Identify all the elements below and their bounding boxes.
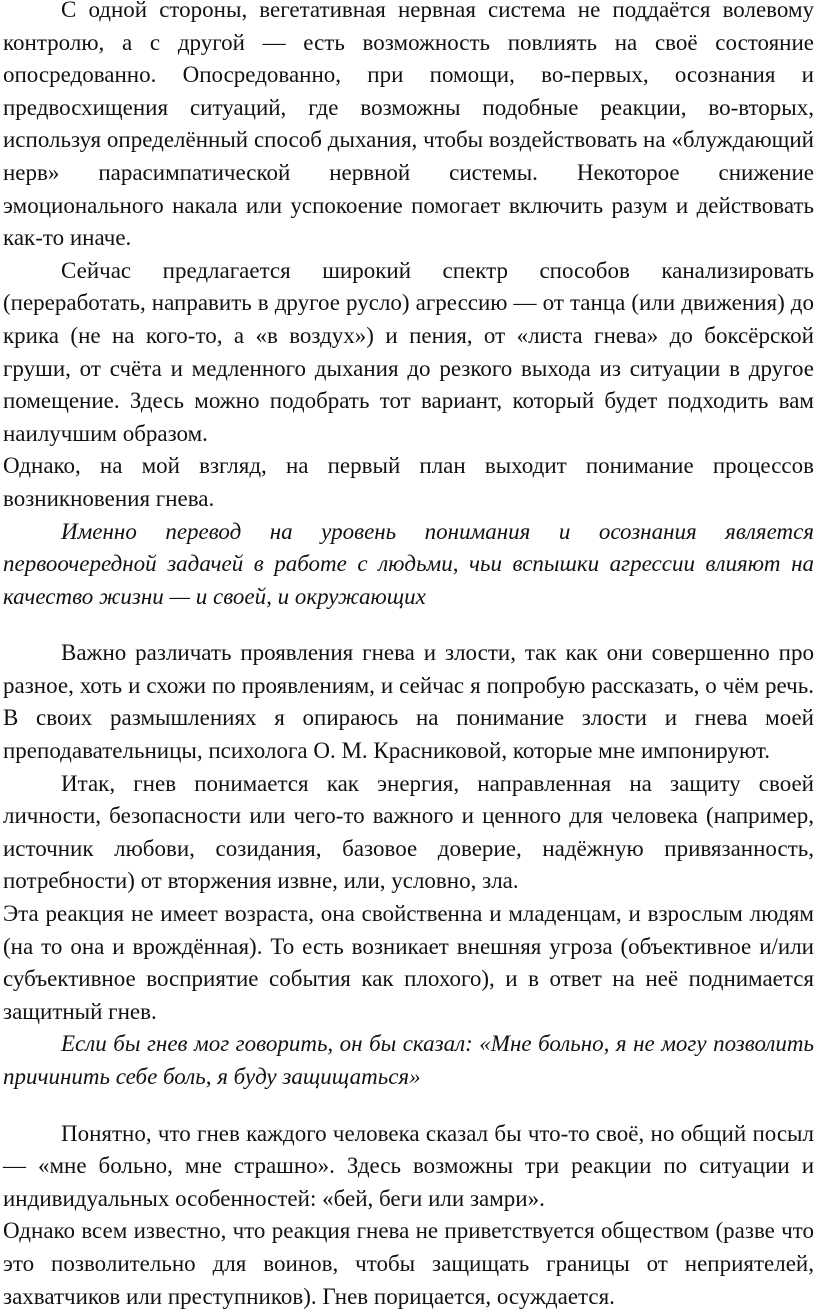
paragraph-three-reactions: Понятно, что гнев каждого человека сказал бы что-то своё, но общий посыл — «мне больно, мне страшно». Здесь возможны три реакции по ситуации и индивидуальных особенностей: «бей, беги или замри».: [3, 1120, 814, 1211]
paragraph-innate-reaction: Эта реакция не имеет возраста, она свойственна и младенцам, и взрослым людям (на то она и врождённая). То есть возникает внешняя угроза (объективное и/или субъективное восприятие события как плохого), и в ответ на неё поднимается защитный гнев.: [3, 901, 814, 1024]
paragraph-vegetative-system: С одной стороны, вегетативная нервная система не поддаётся волевому контролю, а с другой — есть возможность повлиять на своё состояние опосредованно. Опосредованно, при помощи, во-первых, осознания и предвосхищения ситуаций, где возможны подобные реакции, во-вторых, используя определённый способ дыхания, чтобы воздействовать на «блуждающий нерв» парасимпатической нервной системы. Некоторое снижение эмоционального накала или успокоение помогает включить разум и действовать как-то иначе.: [3, 0, 814, 251]
quote-understanding-priority: Именно перевод на уровень понимания и осознания является первоочередной задачей в работе с людьми, чьи вспышки агрессии влияют на качество жизни — и своей, и окружающих: [3, 518, 814, 609]
paragraph-understanding-anger: Однако, на мой взгляд, на первый план выходит понимание процессов возникновения гнева.: [3, 453, 814, 511]
paragraph-anger-definition: Итак, гнев понимается как энергия, направленная на защиту своей личности, безопасности или чего-то важного и ценного для человека (например, источник любови, созидания, базовое доверие, надёжную привязанность, потребности) от вторжения извне, или, условно, зла.: [3, 770, 814, 894]
paragraph-anger-vs-malice: Важно различать проявления гнева и злости, так как они совершенно про разное, хоть и схожи по проявлениям, и сейчас я попробую рассказать, о чём речь. В своих размышлениях я опираюсь на понимание злости и гнева моей преподавательницы, психолога О. М. Красниковой, которые мне импонируют.: [3, 640, 814, 764]
paragraph-aggression-channels: Сейчас предлагается широкий спектр способов канализировать (переработать, направить в другое русло) агрессию — от танца (или движения) до крика (не на кого-то, а «в воздух») и пения, от «листа гнева» до боксёрской груши, от счёта и медленного дыхания до резкого выхода из ситуации в другое помещение. Здесь можно подобрать тот вариант, который будет подходить вам наилучшим образом.: [3, 257, 814, 446]
paragraph-social-condemnation: Однако всем известно, что реакция гнева не приветствуется обществом (разве что это позволительно для воинов, чтобы защищать границы от неприятелей, захватчиков или преступников). Гнев порицается, осуждается.: [3, 1218, 814, 1309]
quote-if-anger-could-speak: Если бы гнев мог говорить, он бы сказал: «Мне больно, я не могу позволить причинить себе боль, я буду защищаться»: [3, 1031, 814, 1089]
paragraph-spacer: [3, 1094, 814, 1118]
paragraph-spacer: [3, 613, 814, 637]
